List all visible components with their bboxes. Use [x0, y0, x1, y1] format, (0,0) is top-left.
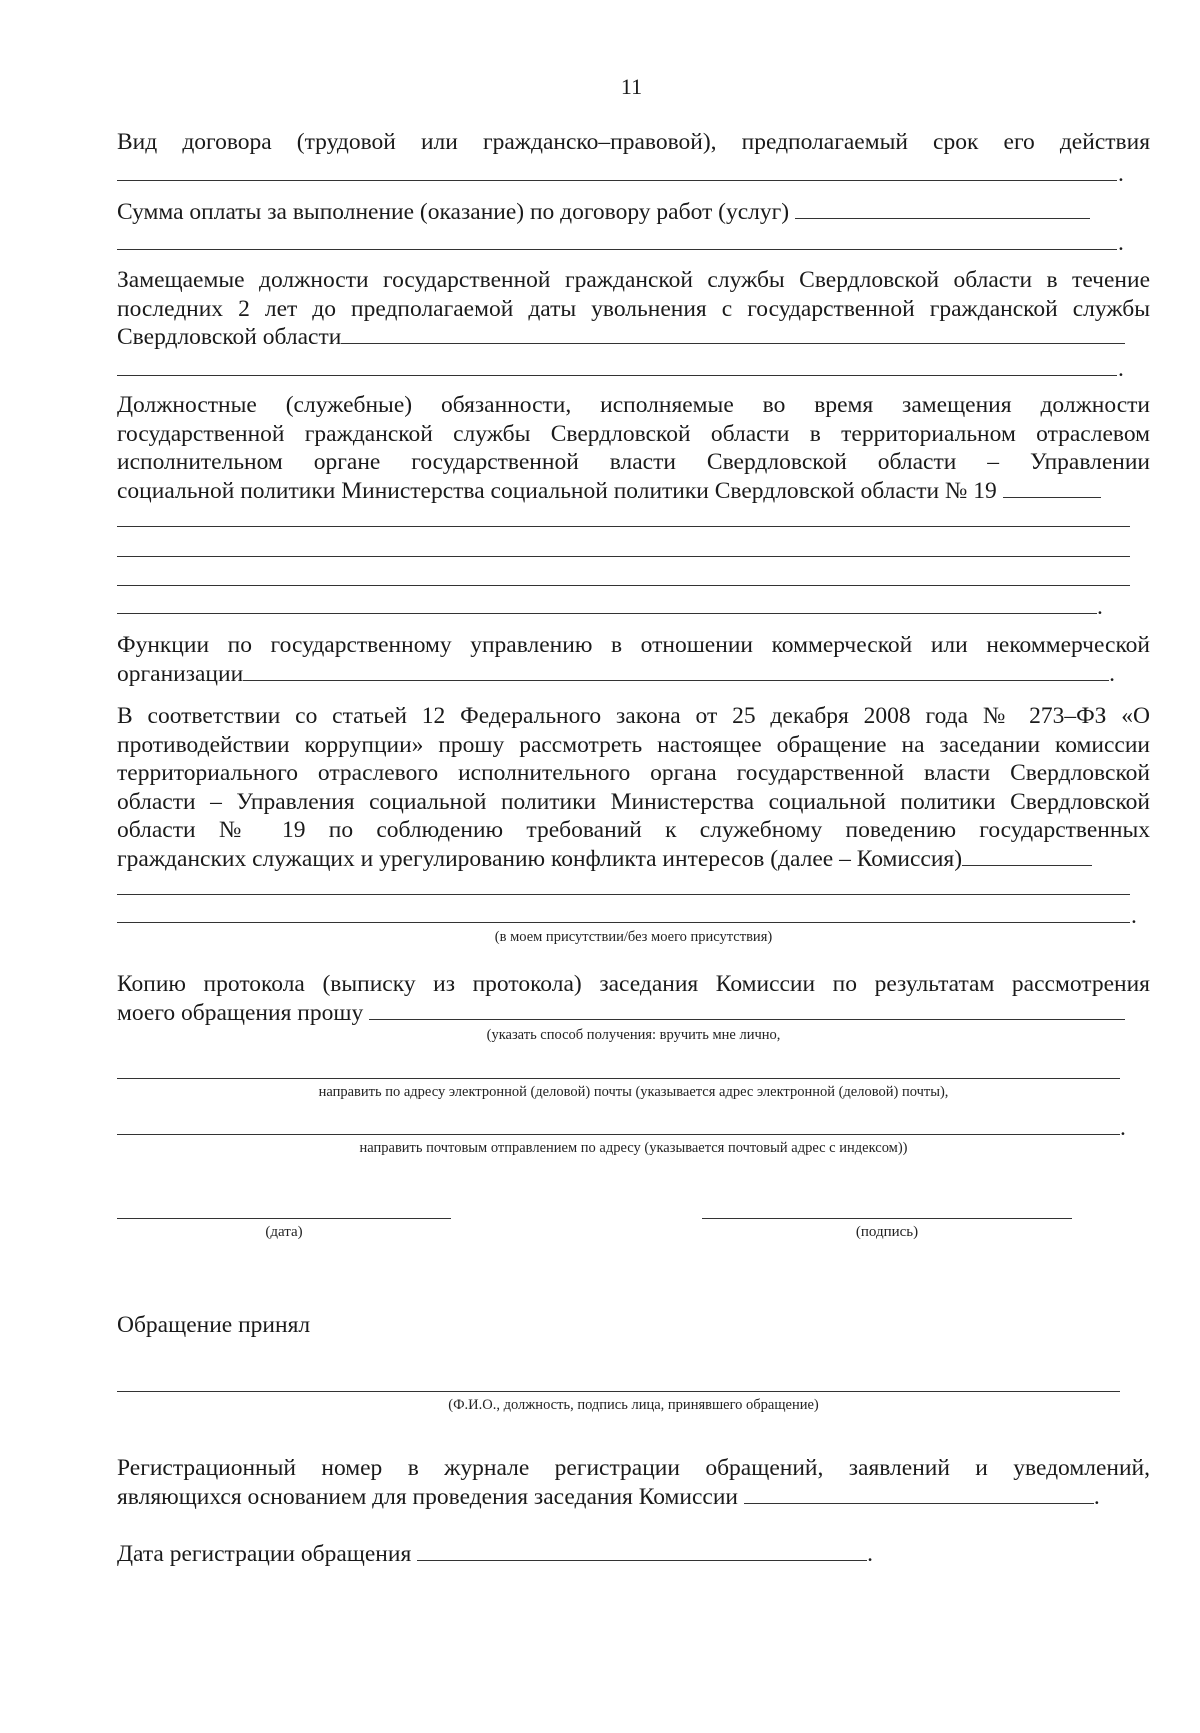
presence-field[interactable] [962, 845, 1092, 866]
signature-field[interactable] [702, 1218, 1072, 1219]
caption-receive-3: направить почтовым отправлением по адресу (указывается почтовый адрес с индексом)) [359, 1140, 908, 1156]
caption-receive-1: (указать способ получения: вручить мне лично, [486, 1027, 781, 1043]
functions-paragraph [117, 631, 1150, 688]
presence-field-2[interactable] [117, 894, 1130, 895]
duties-line-3: исполнительном органе государственной власти Свердловской области – Управлении [117, 449, 1150, 475]
caption-receive-2: направить по адресу электронной (деловой) почты (указывается адрес электронной (деловой) почты), [318, 1084, 949, 1100]
presence-field-3[interactable] [117, 922, 1130, 923]
duties-field-5[interactable] [117, 613, 1097, 614]
duties-line-4: социальной политики Министерства социальной политики Свердловской области № 19 [117, 477, 1150, 506]
receiver-field[interactable] [117, 1391, 1120, 1392]
caption-receiver: (Ф.И.О., должность, подпись лица, принявшего обращение) [448, 1397, 819, 1413]
former-positions-paragraph [117, 266, 1150, 352]
payment-amount-row [117, 198, 1150, 227]
request-line-5: области № 19 по соблюдению требований к служебному поведению государственных [117, 817, 1150, 843]
request-line-6: гражданских служащих и урегулированию конфликта интересов (далее – Комиссия) [117, 845, 1150, 874]
duties-line-2: государственной гражданской службы Свердловской области в территориальном отраслевом [117, 420, 1150, 447]
page-number: 11 [620, 74, 643, 99]
protocol-copy-paragraph [117, 970, 1150, 1027]
request-line-1: В соответствии со статьей 12 Федерального закона от 25 декабря 2008 года № 273–ФЗ «О [117, 703, 1150, 729]
receive-method-field[interactable] [369, 999, 1125, 1020]
document-page: 11 Вид договора (трудовой или гражданско–правовой), предполагаемый срок его действия . Сумма оплаты за выполнение (оказание) по договору работ (услуг) . Замещаемые должности государственной гражданской службы Свердловской области в течение последних 2 лет до предполагаемой даты увольнения с государственной гражданской службы Свердловской области . Должностные (служебные) обязанности, исполняемые во время замещения должности государственной гражданской службы Свердловской области в территориальном отраслевом исполнительном органе государственной власти Свердловской области – Управлении социальной политики Министерства социальной политики Свердловской области № 19 . Функции по государственному управлению в отношении коммерческой или некоммерческой организации . В соответствии со статьей 12 Федерального закона от 25 декабря 2008 года № 273–ФЗ «О противодействии коррупции» прошу рассмотреть настоящее обращение на заседании комиссии территориального отраслевого исполнительного органа государственной власти Свердловской области – Управления социальной политики Министерства социальной политики Свердловской области № 19 по соблюдению требований к служебному поведению государственных гражданских служащих и урегулированию конфликта интересов (далее – Комиссия) . (в моем присутствии/без моего присутствия) Копию протокола (выписку из протокола) заседания Комиссии по результатам рассмотрения моего обращения прошу (указать способ получения: вручить мне лично, направить по адресу электронной (деловой) почты (указывается адрес электронной (деловой) почты), . направить почтовым отправлением по адресу (указывается почтовый адрес с индексом)) (дата) (подпись) Обращение принял (Ф.И.О., должность, подпись лица, принявшего обращение) Регистрационный номер в журнале регистрации обращений, заявлений и уведомлений, являющихся основанием для проведения заседания Комиссии . Дата регистрации обращения . [0, 0, 1200, 1733]
registration-number-field[interactable] [744, 1483, 1094, 1504]
functions-field[interactable] [243, 660, 1109, 681]
contract-type-field[interactable] [117, 180, 1117, 181]
request-paragraph [117, 702, 1150, 873]
payment-amount-label: Сумма оплаты за выполнение (оказание) по договору работ (услуг) [117, 199, 790, 225]
former-positions-field[interactable] [341, 323, 1125, 344]
protocol-copy-line-1: Копию протокола (выписку из протокола) заседания Комиссии по результатам рассмотрения [117, 971, 1150, 997]
functions-line-2: организации . [117, 660, 1116, 687]
date-field[interactable] [117, 1218, 451, 1219]
request-line-3: территориального отраслевого исполнительного органа государственной власти Свердловской [117, 760, 1150, 786]
registration-date-field[interactable] [417, 1540, 867, 1561]
duties-field[interactable] [1003, 477, 1101, 498]
registration-date-row: Дата регистрации обращения . [117, 1541, 874, 1567]
protocol-copy-line-2: моего обращения прошу [117, 999, 1150, 1028]
functions-line-1: Функции по государственному управлению в отношении коммерческой или некоммерческой [117, 632, 1150, 658]
duties-field-3[interactable] [117, 556, 1130, 557]
former-positions-field-2[interactable] [117, 375, 1117, 376]
registration-date-label: Дата регистрации обращения [117, 1541, 412, 1567]
caption-date: (дата) [265, 1224, 303, 1240]
request-line-4: области – Управления социальной политики Министерства социальной политики Свердловской [117, 788, 1150, 815]
duties-paragraph [117, 391, 1150, 505]
payment-amount-field[interactable] [795, 198, 1090, 219]
former-positions-line-1: Замещаемые должности государственной гражданской службы Свердловской области в течение [117, 267, 1150, 293]
registration-paragraph [117, 1454, 1150, 1511]
former-positions-line-2: последних 2 лет до предполагаемой даты увольнения с государственной гражданской службы [117, 295, 1150, 322]
registration-line-2: являющихся основанием для проведения заседания Комиссии . [117, 1483, 1100, 1510]
request-line-2: противодействии коррупции» прошу рассмотреть настоящее обращение на заседании комиссии [117, 731, 1150, 758]
duties-field-4[interactable] [117, 585, 1130, 586]
duties-line-1: Должностные (служебные) обязанности, исполняемые во время замещения должности [117, 392, 1150, 418]
received-label: Обращение принял [117, 1312, 311, 1338]
duties-field-2[interactable] [117, 526, 1130, 527]
caption-presence: (в моем присутствии/без моего присутствия) [494, 929, 773, 945]
payment-amount-field-2[interactable] [117, 249, 1117, 250]
receive-method-field-2[interactable] [117, 1078, 1120, 1079]
former-positions-line-3: Свердловской области [117, 323, 1150, 352]
registration-line-1: Регистрационный номер в журнале регистрации обращений, заявлений и уведомлений, [117, 1455, 1150, 1481]
receive-method-field-3[interactable] [117, 1134, 1120, 1135]
caption-signature: (подпись) [855, 1224, 919, 1240]
contract-type-label: Вид договора (трудовой или гражданско–правовой), предполагаемый срок его действия [117, 129, 1150, 155]
